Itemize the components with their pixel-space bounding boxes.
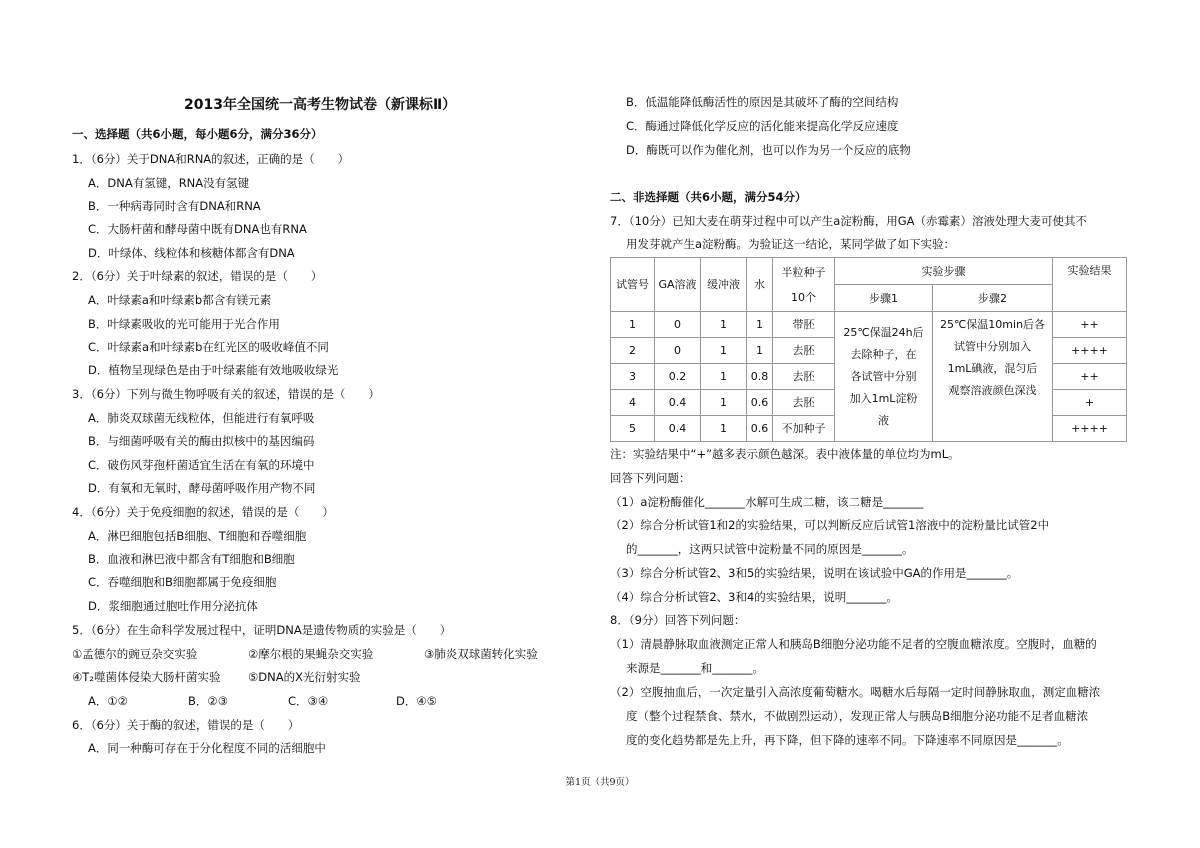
question-6-option-b: B．低温能降低酶活性的原因是其破坏了酶的空间结构 <box>626 95 899 109</box>
step2-line: 试管中分别加入 <box>954 340 1031 353</box>
question-2-option-c: C．叶绿素a和叶绿素b在红光区的吸收峰值不同 <box>88 340 329 354</box>
header-step1: 步骤1 <box>835 285 933 312</box>
header-buffer: 缓冲液 <box>701 258 747 312</box>
cell-ga: 0.4 <box>655 416 701 442</box>
question-8-part-1-line1: （1）清晨静脉取血液测定正常人和胰岛B细胞分泌功能不足者的空腹血糖浓度。空腹时，血糖的 <box>610 637 1097 651</box>
step2-line: 1mL碘液，混匀后 <box>947 362 1038 375</box>
cell-seed: 不加种子 <box>773 416 835 442</box>
cell-seed: 带胚 <box>773 312 835 338</box>
header-ga: GA溶液 <box>655 258 701 312</box>
header-result: 实验结果 <box>1053 258 1127 312</box>
cell-water: 0.6 <box>747 390 773 416</box>
step1-line: 液 <box>878 413 889 427</box>
step1-line: 去除种子，在 <box>850 347 917 361</box>
header-tube: 试管号 <box>611 258 655 312</box>
step2-line: 25℃保温10min后各 <box>939 318 1046 331</box>
question-4-option-c: C．吞噬细胞和B细胞都属于免疫细胞 <box>88 575 277 589</box>
cell-step2 <box>933 312 1053 442</box>
cell-seed: 去胚 <box>773 338 835 364</box>
question-2-option-d: D．植物呈现绿色是由于叶绿素能有效地吸收绿光 <box>88 363 339 377</box>
question-7-part-3: （3）综合分析试管2、3和5的实验结果，说明在该试验中GA的作用是_______。 <box>610 566 1019 580</box>
section-heading-nonchoice: 二、非选择题（共6小题，满分54分） <box>610 190 807 204</box>
question-1-option-c: C．大肠杆菌和酵母菌中既有DNA也有RNA <box>88 222 307 236</box>
cell-tube: 5 <box>611 416 655 442</box>
header-seed <box>773 258 835 312</box>
question-4-option-a: A．淋巴细胞包括B细胞、T细胞和吞噬细胞 <box>88 529 307 543</box>
question-5-experiment-5: ⑤DNA的X光衍射实验 <box>248 670 361 684</box>
header-seed-line2: 10个 <box>791 290 816 304</box>
cell-result: ++ <box>1053 312 1127 338</box>
answer-prompt: 回答下列问题： <box>610 471 691 485</box>
question-5-experiment-4: ④T₂噬菌体侵染大肠杆菌实验 <box>72 670 221 684</box>
question-1-option-b: B．一种病毒同时含有DNA和RNA <box>88 199 261 213</box>
cell-tube: 4 <box>611 390 655 416</box>
header-water: 水 <box>747 258 773 312</box>
question-8-part-2-line2: 度（整个过程禁食、禁水，不做剧烈运动），发现正常人与胰岛B细胞分泌功能不足者血糖浓 <box>626 709 1089 723</box>
question-5-option-b: B．②③ <box>188 694 229 708</box>
cell-seed: 去胚 <box>773 390 835 416</box>
question-7-stem-line1: 7．（10分）已知大麦在萌芽过程中可以产生a淀粉酶，用GA（赤霉素）溶液处理大麦可使其不 <box>610 214 1088 228</box>
cell-step1 <box>835 312 933 442</box>
question-5-experiment-3: ③肺炎双球菌转化实验 <box>424 647 538 661</box>
question-3-option-b: B．与细菌呼吸有关的酶由拟核中的基因编码 <box>88 434 315 448</box>
header-step2: 步骤2 <box>933 285 1053 312</box>
cell-water: 1 <box>747 312 773 338</box>
question-5-experiment-1: ①孟德尔的豌豆杂交实验 <box>72 647 198 661</box>
cell-ga: 0.4 <box>655 390 701 416</box>
question-5-option-d: D．④⑤ <box>396 694 437 708</box>
header-steps: 实验步骤 <box>835 258 1053 285</box>
cell-tube: 2 <box>611 338 655 364</box>
cell-result: ++++ <box>1053 416 1127 442</box>
table-note: 注：实验结果中“+”越多表示颜色越深。表中液体量的单位均为mL。 <box>610 447 960 461</box>
question-5-option-c: C．③④ <box>288 694 329 708</box>
cell-ga: 0 <box>655 312 701 338</box>
question-2-option-b: B．叶绿素吸收的光可能用于光合作用 <box>88 317 280 331</box>
step1-line: 各试管中分别 <box>850 369 917 383</box>
section-heading-choice: 一、选择题（共6小题，每小题6分，满分36分） <box>72 127 323 141</box>
question-6-option-c: C．酶通过降低化学反应的活化能来提高化学反应速度 <box>626 119 899 133</box>
step2-line: 观察溶液颜色深浅 <box>948 384 1037 397</box>
question-3-stem: 3．（6分）下列与微生物呼吸有关的叙述，错误的是（ ） <box>72 387 380 401</box>
question-5-stem: 5．（6分）在生命科学发展过程中，证明DNA是遗传物质的实验是（ ） <box>72 623 452 637</box>
cell-buffer: 1 <box>701 390 747 416</box>
question-6-option-d: D．酶既可以作为催化剂，也可以作为另一个反应的底物 <box>626 143 911 157</box>
cell-buffer: 1 <box>701 312 747 338</box>
question-3-option-a: A．肺炎双球菌无线粒体，但能进行有氧呼吸 <box>88 411 315 425</box>
question-8-stem: 8．（9分）回答下列问题： <box>610 613 746 627</box>
cell-result: + <box>1053 390 1127 416</box>
question-7-part-4: （4）综合分析试管2、3和4的实验结果，说明_______。 <box>610 590 899 604</box>
question-4-stem: 4．（6分）关于免疫细胞的叙述，错误的是（ ） <box>72 505 334 519</box>
cell-buffer: 1 <box>701 338 747 364</box>
question-1-option-d: D．叶绿体、线粒体和核糖体都含有DNA <box>88 246 295 260</box>
question-8-part-2-line1: （2）空腹抽血后，一次定量引入高浓度葡萄糖水。喝糖水后每隔一定时间静脉取血，测定血糖浓 <box>610 685 1101 699</box>
question-2-option-a: A．叶绿素a和叶绿素b都含有镁元素 <box>88 293 272 307</box>
cell-ga: 0.2 <box>655 364 701 390</box>
cell-buffer: 1 <box>701 416 747 442</box>
question-7-part-2-line1: （2）综合分析试管1和2的实验结果，可以判断反应后试管1溶液中的淀粉量比试管2中 <box>610 518 1050 532</box>
question-5-option-a: A．①② <box>88 694 128 708</box>
question-7-part-1: （1）a淀粉酶催化_______水解可生成二糖，该二糖是_______ <box>610 495 924 509</box>
question-5-experiment-2: ②摩尔根的果蝇杂交实验 <box>248 647 374 661</box>
cell-water: 0.8 <box>747 364 773 390</box>
question-2-stem: 2．（6分）关于叶绿素的叙述，错误的是（ ） <box>72 269 323 283</box>
page-footer: 第1页（共9页） <box>565 777 635 788</box>
question-6-stem: 6．（6分）关于酶的叙述，错误的是（ ） <box>72 718 300 732</box>
table-row <box>611 312 1127 338</box>
question-3-option-c: C．破伤风芽孢杆菌适宜生活在有氧的环境中 <box>88 458 315 472</box>
question-3-option-d: D．有氧和无氧时，酵母菌呼吸作用产物不同 <box>88 481 316 495</box>
question-8-part-1-line2: 来源是_______和_______。 <box>626 661 764 675</box>
cell-tube: 3 <box>611 364 655 390</box>
header-seed-line1: 半粒种子 <box>781 265 826 279</box>
step1-line: 25℃保温24h后 <box>843 325 924 339</box>
cell-tube: 1 <box>611 312 655 338</box>
cell-result: ++++ <box>1053 338 1127 364</box>
question-1-stem: 1．（6分）关于DNA和RNA的叙述，正确的是（ ） <box>72 152 350 166</box>
question-1-option-a: A．DNA有氢键，RNA没有氢键 <box>88 176 250 190</box>
question-8-part-2-line3: 度的变化趋势都是先上升，再下降，但下降的速率不同。下降速率不同原因是_______。 <box>626 733 1069 747</box>
question-6-option-a: A．同一种酶可存在于分化程度不同的活细胞中 <box>88 741 326 755</box>
cell-water: 1 <box>747 338 773 364</box>
question-4-option-b: B．血液和淋巴液中都含有T细胞和B细胞 <box>88 552 295 566</box>
cell-seed: 去胚 <box>773 364 835 390</box>
step1-line: 加入1mL淀粉 <box>849 391 918 405</box>
cell-buffer: 1 <box>701 364 747 390</box>
cell-ga: 0 <box>655 338 701 364</box>
question-4-option-d: D．浆细胞通过胞吐作用分泌抗体 <box>88 599 258 613</box>
cell-result: ++ <box>1053 364 1127 390</box>
question-7-part-2-line2: 的_______，这两只试管中淀粉量不同的原因是_______。 <box>626 542 914 556</box>
question-7-stem-line2: 用发芽就产生a淀粉酶。为验证这一结论，某同学做了如下实验： <box>626 237 956 251</box>
page-title: 2013年全国统一高考生物试卷（新课标Ⅱ） <box>184 97 457 113</box>
cell-water: 0.6 <box>747 416 773 442</box>
experiment-table <box>610 257 1127 442</box>
